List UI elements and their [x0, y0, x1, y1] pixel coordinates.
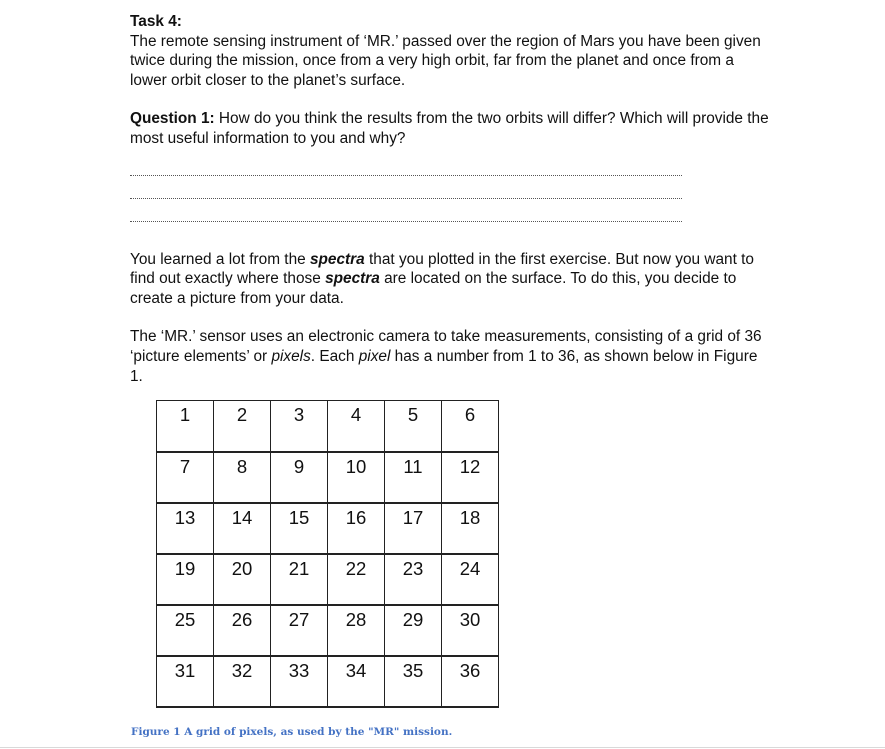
pixel-cell: 23: [385, 554, 442, 605]
pixel-cell: 20: [214, 554, 271, 605]
pixel-cell: 36: [442, 656, 499, 707]
sensor-emphasis-1: pixels: [271, 347, 311, 365]
pixel-cell: 32: [214, 656, 271, 707]
sensor-text-2: . Each: [310, 347, 359, 365]
question-block: [130, 109, 770, 221]
spectra-emphasis-2: spectra: [325, 270, 380, 288]
sensor-paragraph: [130, 327, 770, 386]
pixel-cell: 16: [328, 503, 385, 554]
pixel-cell: 35: [385, 656, 442, 707]
grid-row: [157, 656, 499, 707]
pixel-cell: 11: [385, 452, 442, 503]
pixel-cell: 15: [271, 503, 328, 554]
pixel-cell: 27: [271, 605, 328, 656]
pixel-cell: 13: [157, 503, 214, 554]
grid-row: [157, 554, 499, 605]
question-label: Question 1:: [130, 110, 215, 128]
grid-row: [157, 605, 499, 656]
pixel-cell: 7: [157, 452, 214, 503]
pixel-cell: 19: [157, 554, 214, 605]
pixel-cell: 28: [328, 605, 385, 656]
pixel-cell: 14: [214, 503, 271, 554]
grid-row: [157, 452, 499, 503]
sensor-text-1: The ‘MR.’ sensor uses an electronic camera to take measurements, consisting of a grid of 36 ‘picture elements’ or: [130, 328, 762, 365]
question-text: [130, 109, 770, 148]
grid-row: [157, 503, 499, 554]
answer-line[interactable]: [130, 199, 682, 222]
sensor-emphasis-2: pixel: [358, 347, 391, 365]
pixel-cell: 18: [442, 503, 499, 554]
answer-lines: [130, 153, 770, 222]
spectra-emphasis-1: spectra: [309, 250, 365, 268]
answer-line[interactable]: [130, 176, 682, 199]
pixel-cell: 21: [271, 554, 328, 605]
spectra-text-2: that you plotted in the first exercise. But now you want to find out exactly where those: [130, 250, 754, 288]
pixel-cell: 1: [157, 401, 214, 452]
pixel-cell: 9: [271, 452, 328, 503]
pixel-cell: 30: [442, 605, 499, 656]
pixel-cell: 17: [385, 503, 442, 554]
pixel-cell: 12: [442, 452, 499, 503]
sensor-text-3: has a number from 1 to 36, as shown below in Figure 1.: [130, 347, 758, 385]
pixel-cell: 34: [328, 656, 385, 707]
pixel-cell: 25: [157, 605, 214, 656]
pixel-cell: 5: [385, 401, 442, 452]
spectra-text-3: are located on the surface. To do this, you decide to create a picture from your data.: [130, 270, 737, 307]
pixel-cell: 6: [442, 401, 499, 452]
spectra-paragraph: [130, 250, 770, 309]
task-intro: The remote sensing instrument of ‘MR.’ passed over the region of Mars you have been given twice during the mission, once from a very high orbit, far from the planet and once from a lower orbit closer to the planet’s surface.: [130, 32, 761, 89]
answer-line[interactable]: [130, 153, 682, 176]
pixel-cell: 4: [328, 401, 385, 452]
document-body: [130, 12, 770, 386]
question-body: How do you think the results from the two orbits will differ? Which will provide the most useful information to you and why?: [130, 110, 769, 147]
figure-caption: Figure 1 A grid of pixels, as used by the "MR" mission.: [131, 726, 453, 738]
grid-row: [157, 401, 499, 452]
pixel-cell: 26: [214, 605, 271, 656]
pixel-cell: 24: [442, 554, 499, 605]
pixel-cell: 3: [271, 401, 328, 452]
spectra-text-1: You learned a lot from the: [130, 250, 310, 268]
pixel-cell: 29: [385, 605, 442, 656]
pixel-grid: [156, 400, 499, 708]
pixel-cell: 22: [328, 554, 385, 605]
pixel-cell: 2: [214, 401, 271, 452]
page-bottom-divider: [0, 747, 885, 748]
pixel-cell: 33: [271, 656, 328, 707]
pixel-cell: 10: [328, 452, 385, 503]
task-heading: Task 4:: [130, 13, 182, 30]
pixel-cell: 8: [214, 452, 271, 503]
pixel-cell: 31: [157, 656, 214, 707]
